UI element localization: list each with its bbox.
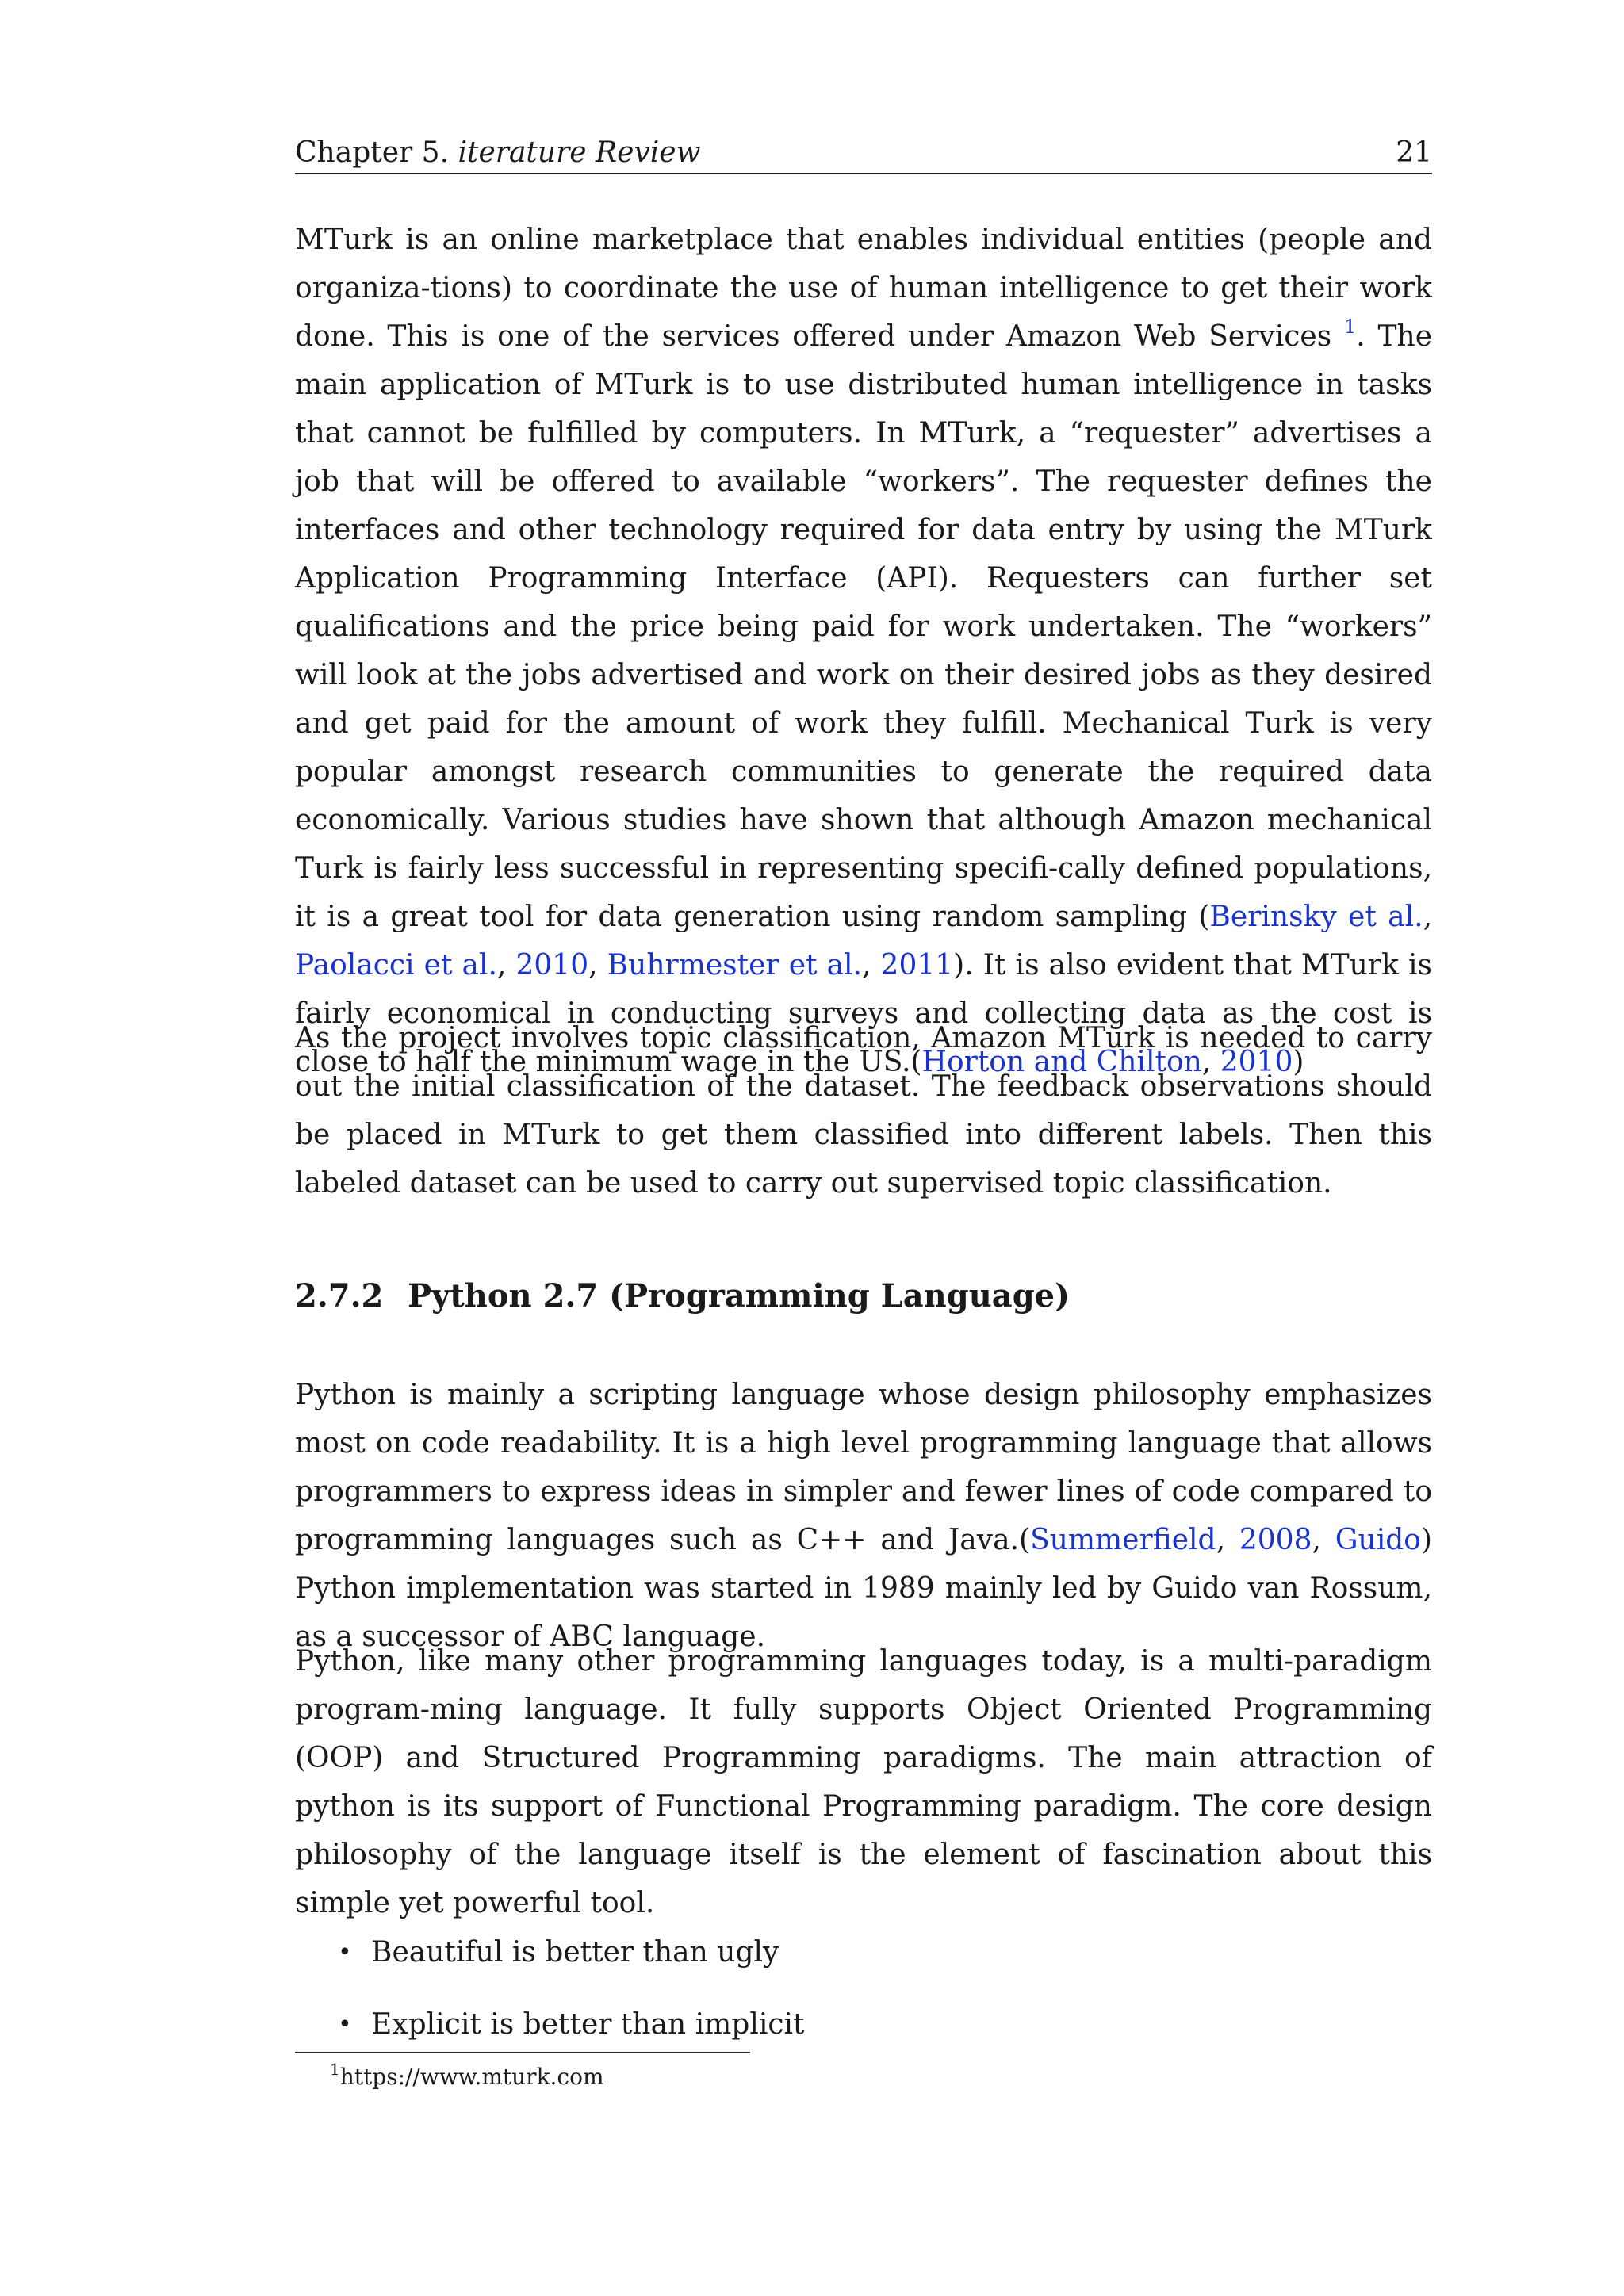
section-heading <box>295 1274 1070 1318</box>
text-run: ) Python implementation was started in 1989 mainly led by Guido van Rossum, as a successor of ABC language. <box>295 1524 1432 1653</box>
paragraph-python-intro <box>295 1371 1432 1661</box>
paragraph-python-paradigms <box>295 1637 1432 1927</box>
bullet-list <box>295 1928 1432 2049</box>
citation-link[interactable]: Horton and Chilton <box>921 1046 1202 1078</box>
separator: , <box>588 949 607 982</box>
citation-year-link[interactable]: 2008 <box>1239 1524 1312 1556</box>
text-run: ). It is also evident that MTurk is fairly economical in conducting surveys and collecting data as the cost is close to half the minimum wage in the US.( <box>295 949 1432 1078</box>
text-run: Python is mainly a scripting language whose design philosophy emphasizes most on code readability. It is a high level programming language that allows programmers to express ideas in simpler and fewer lines of code compared to programming languages such as C++ and Java.( <box>295 1379 1432 1556</box>
citation-link[interactable]: Buhrmester et al. <box>607 949 862 982</box>
list-item-text: Beautiful is better than ugly <box>371 1936 779 1969</box>
paragraph-classification <box>295 1014 1432 1207</box>
separator: , <box>1216 1524 1239 1556</box>
separator: , <box>1201 1046 1220 1078</box>
list-item-text: Explicit is better than implicit <box>371 2008 805 2041</box>
text-run: ) <box>1293 1046 1304 1078</box>
citation-link[interactable]: Paolacci et al. <box>295 949 497 982</box>
footnote-divider <box>295 2052 750 2053</box>
citation-link[interactable]: Berinsky et al. <box>1209 901 1423 933</box>
section-title: Python 2.7 (Programming Language) <box>408 1277 1071 1314</box>
text-run: MTurk is an online marketplace that enables individual entities (people and organiza-tions) to coordinate the use of human intelligence to get their work done. This is one of the services offered under Amazon Web Services <box>295 224 1432 353</box>
text-run: . The main application of MTurk is to use distributed human intelligence in tasks that cannot be fulfilled by computers. In MTurk, a “requester” advertises a job that will be offered to available “workers”. The requester defines the interfaces and other technology required for data entry by using the MTurk Application Programming Interface (API). Requesters can further set qualifications and the price being paid for work undertaken. The “workers” will look at the jobs advertised and work on their desired jobs as they desired and get paid for the amount of work they fulfill. Mechanical Turk is very popular amongst research communities to generate the required data economically. Various studies have shown that although Amazon mechanical Turk is fairly less successful in representing specifi-cally defined populations, it is a great tool for data generation using random sampling ( <box>295 320 1432 933</box>
footnote-mark: 1 <box>330 2060 340 2079</box>
bullet-icon: • <box>338 2011 352 2038</box>
chapter-title: iterature Review <box>458 136 701 169</box>
paragraph-mturk <box>295 216 1432 1086</box>
chapter-label: Chapter 5. <box>295 136 450 169</box>
bullet-icon: • <box>338 1938 352 1966</box>
list-item <box>295 1928 1432 1976</box>
citation-year-link[interactable]: 2011 <box>880 949 954 982</box>
citation-link[interactable]: Guido <box>1335 1524 1421 1556</box>
separator: , <box>1312 1524 1335 1556</box>
footnote <box>330 2061 604 2093</box>
separator: , <box>496 949 516 982</box>
chapter-heading <box>295 133 700 173</box>
paragraph-text: As the project involves topic classification, Amazon MTurk is needed to carry out the initial classification of the dataset. The feedback observations should be placed in MTurk to get them classified into different labels. Then this labeled dataset can be used to carry out supervised topic classification. <box>295 1022 1432 1200</box>
page-number: 21 <box>1396 136 1432 169</box>
paragraph-text: Python, like many other programming languages today, is a multi-paradigm program-ming language. It fully supports Object Oriented Programming (OOP) and Structured Programming paradigms. The main attraction of python is its support of Functional Programming paradigm. The core design philosophy of the language itself is the element of fascination about this simple yet powerful tool. <box>295 1645 1432 1919</box>
list-item <box>295 2000 1432 2049</box>
footnote-url[interactable]: https://www.mturk.com <box>339 2064 604 2090</box>
separator: , <box>1423 901 1433 933</box>
citation-year-link[interactable]: 2010 <box>515 949 589 982</box>
separator: , <box>862 949 881 982</box>
citation-year-link[interactable]: 2010 <box>1220 1046 1293 1078</box>
section-number: 2.7.2 <box>295 1277 384 1314</box>
footnote-reference[interactable]: 1 <box>1343 316 1357 338</box>
running-header <box>295 133 1432 174</box>
citation-link[interactable]: Summerfield <box>1030 1524 1216 1556</box>
